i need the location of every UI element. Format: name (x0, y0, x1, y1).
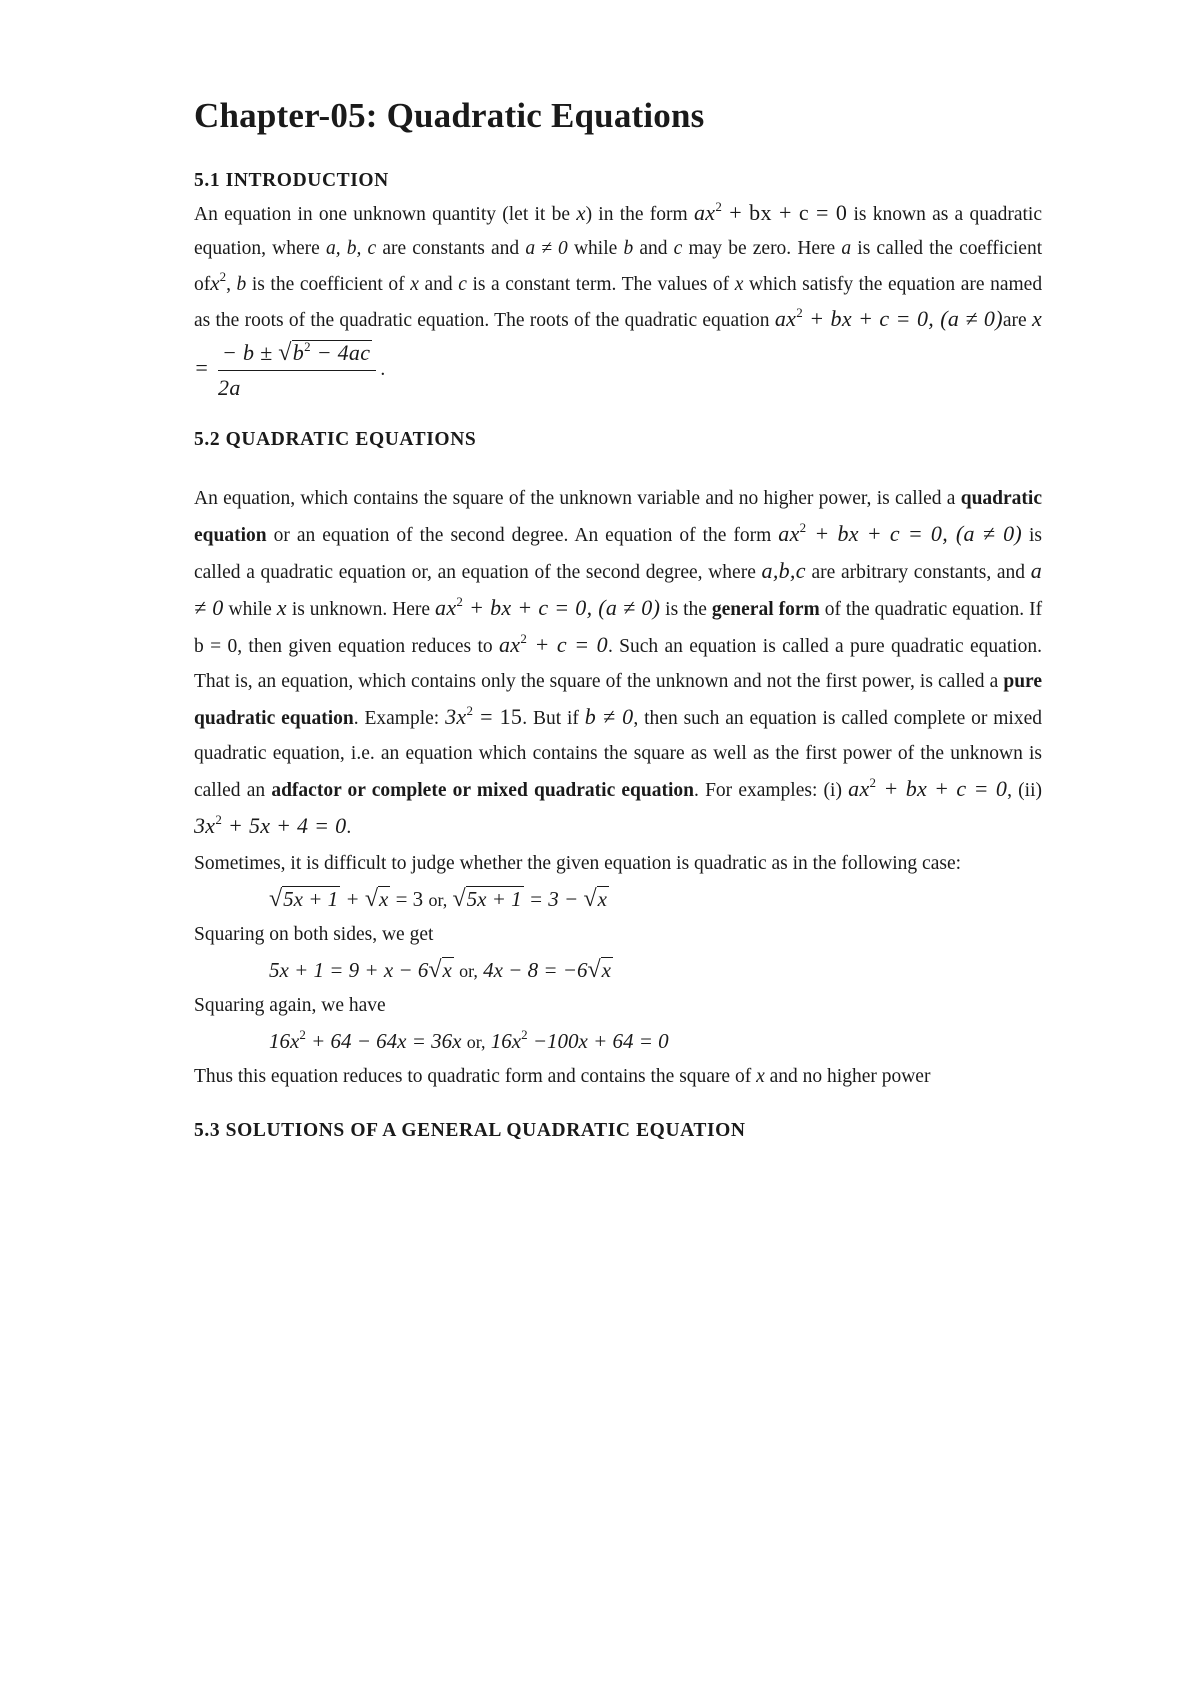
pure-equation: $ax^2 + c = 0$ (498, 631, 608, 657)
chapter-title: Chapter-05: Quadratic Equations (194, 96, 705, 135)
general-equation-2: $ax^2$ + bx + c = 0, (a ≠ 0) (435, 594, 661, 620)
squared-equation-1: 5x + 1 = 9 + x − 6√x or, 4x − 8 = −6√x (269, 957, 611, 983)
general-equation-1: $ax^2$ + bx + c = 0, (a ≠ 0) (778, 520, 1022, 546)
intro-paragraph: An equation in one unknown quantity (let it be x) in the form $ax^2$ + bx + c = 0 is known as a quadratic equation, where a, b, c are constants and a ≠ 0 while b and c may be zero. Here a is called the coefficient ofx$^2$, b is the coefficient of x and c is a constant term. The values of x which satisfy the equation are named as the roots of the quadratic equation. The roots of the quadratic equation $ax^2$ + bx + c = 0, (a ≠ 0)are x = $\frac{- b \pm √b^2 - 4ac}{2a}$ . (194, 196, 1042, 403)
quadratic-formula: $\frac{- b \pm √b^2 - 4ac}{2a}$ (218, 338, 376, 403)
page-content (194, 96, 1042, 1142)
quadratic-equation-inline: $ax^2$ + bx + c = 0 (693, 199, 848, 225)
section-heading-introduction: 5.1 INTRODUCTION (194, 170, 389, 191)
squared-equation-2: $16x^2 + 64 - 64x = 36x$ or, $16x^2 -100x + 64 = 0$ (269, 1027, 669, 1053)
example-equation: $3x^2 = 15$ (445, 703, 523, 729)
conclusion-text: Thus this equation reduces to quadratic form and contains the square of x and no higher power (194, 1066, 931, 1087)
root-equation: $ax^2$ + bx + c = 0, (a ≠ 0) (774, 305, 1003, 331)
example-mixed-2: $3x^2 + 5x + 4 = 0$ (194, 812, 347, 838)
quadratic-definition-paragraph: An equation, which contains the square of the unknown variable and no higher power, is called a quadratic equation or an equation of the second degree. An equation of the form $ax^2$ + bx + c = 0, (a ≠ 0) is called a quadratic equation or, an equation of the second degree, where a,b,c are arbitrary constants, and a ≠ 0 while x is unknown. Here $ax^2$ + bx + c = 0, (a ≠ 0) is the general form of the quadratic equation. If b = 0, then given equation reduces to $ax^2 + c = 0$. Such an equation is called a pure quadratic equation. That is, an equation, which contains only the square of the unknown and not the first power, is called a pure quadratic equation. Example: $3x^2 = 15$. But if b ≠ 0, then such an equation is called complete or mixed quadratic equation, i.e. an equation which contains the square as well as the first power of the unknown is called an adfactor or complete or mixed quadratic equation. For examples: (i) $ax^2$ + bx + c = 0, (ii) $3x^2 + 5x + 4 = 0$. (194, 488, 1043, 838)
example-mixed-1: $ax^2$ + bx + c = 0 (848, 775, 1008, 801)
difficulty-paragraph: Sometimes, it is difficult to judge whether the given equation is quadratic as in the following case: (194, 853, 962, 874)
squaring-text-2: Squaring again, we have (194, 995, 386, 1016)
section-heading-quadratic-equations: 5.2 QUADRATIC EQUATIONS (194, 429, 477, 450)
sqrt-icon: √ (278, 340, 292, 366)
squaring-text-1: Squaring on both sides, we get (194, 924, 434, 945)
section-heading-solutions: 5.3 SOLUTIONS OF A GENERAL QUADRATIC EQUATION (194, 1120, 746, 1141)
radical-equation: √5x + 1 + √x = 3 or, √5x + 1 = 3 − √x (269, 886, 607, 912)
